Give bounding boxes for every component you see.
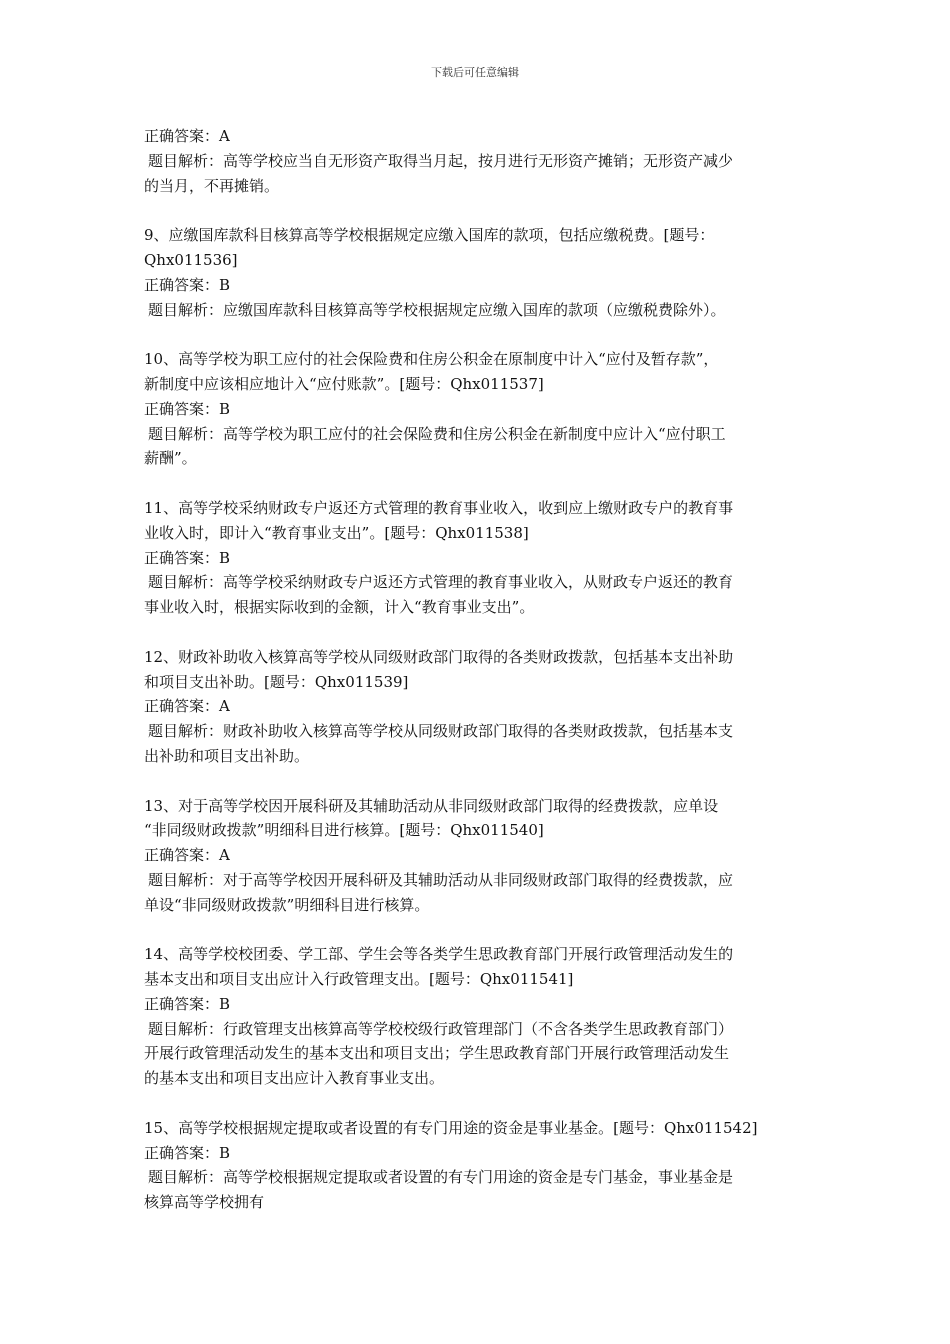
text-line: 10、高等学校为职工应付的社会保险费和住房公积金在原制度中计入“应付及暂存款”， xyxy=(144,350,719,369)
text-line: 正确答案：A xyxy=(144,127,230,145)
question-continuation xyxy=(144,124,808,198)
text-line: 13、对于高等学校因开展科研及其辅助活动从非同级财政部门取得的经费拨款，应单设 xyxy=(144,796,719,815)
text-line: 正确答案：A xyxy=(144,697,230,716)
text-line: 事业收入时，根据实际收到的金额，计入“教育事业支出”。 xyxy=(144,598,535,617)
text-line: 题目解析：高等学校应当自无形资产取得当月起，按月进行无形资产摊销；无形资产减少 xyxy=(148,151,734,170)
text-line: 题目解析：高等学校为职工应付的社会保险费和住房公积金在新制度中应计入“应付职工 xyxy=(148,424,726,443)
text-line: 题目解析：高等学校采纳财政专户返还方式管理的教育事业收入，从财政专户返还的教育 xyxy=(148,573,734,592)
text-line: 的基本支出和项目支出应计入教育事业支出。 xyxy=(144,1069,445,1088)
text-line: 题目解析：行政管理支出核算高等学校校级行政管理部门（不含各类学生思政教育部门） xyxy=(148,1019,734,1038)
page-header: 下载后可任意编辑 xyxy=(431,66,519,79)
text-line: 正确答案：B xyxy=(144,994,231,1013)
paragraph-spacer xyxy=(144,322,808,347)
paragraph-spacer xyxy=(144,918,808,943)
text-line: 12、财政补助收入核算高等学校从同级财政部门取得的各类财政拨款，包括基本支出补助 xyxy=(144,647,734,666)
paragraph-spacer xyxy=(144,620,808,645)
text-line: 正确答案：B xyxy=(144,399,231,418)
text-line: 题目解析：对于高等学校因开展科研及其辅助活动从非同级财政部门取得的经费拨款，应 xyxy=(148,870,734,889)
text-line: 11、高等学校采纳财政专户返还方式管理的教育事业收入，收到应上缴财政专户的教育事 xyxy=(144,498,734,517)
text-line: 题目解析：应缴国库款科目核算高等学校根据规定应缴入国库的款项（应缴税费除外）。 xyxy=(148,300,726,319)
text-line: 15、高等学校根据规定提取或者设置的有专门用途的资金是事业基金。[题号：Qhx011542] xyxy=(144,1118,758,1137)
text-line: 基本支出和项目支出应计入行政管理支出。[题号：Qhx011541] xyxy=(144,970,574,989)
text-line: 正确答案：B xyxy=(144,548,231,567)
text-line: 题目解析：高等学校根据规定提取或者设置的有专门用途的资金是专门基金，事业基金是 xyxy=(148,1168,734,1187)
text-line: 和项目支出补助。[题号：Qhx011539] xyxy=(144,672,409,691)
text-line: 新制度中应该相应地计入“应付账款”。[题号：Qhx011537] xyxy=(144,374,544,393)
question-block xyxy=(144,1116,808,1215)
question-block xyxy=(144,794,808,918)
paragraph-spacer xyxy=(144,471,808,496)
text-line: 单设“非同级财政拨款”明细科目进行核算。 xyxy=(144,895,430,914)
text-line: 出补助和项目支出补助。 xyxy=(144,746,310,765)
paragraph-spacer xyxy=(144,1091,808,1116)
text-line: 正确答案：A xyxy=(144,846,230,865)
paragraph-spacer xyxy=(144,198,808,223)
text-line: 开展行政管理活动发生的基本支出和项目支出；学生思政教育部门开展行政管理活动发生 xyxy=(144,1044,730,1063)
question-block xyxy=(144,942,808,1091)
text-line: 题目解析：财政补助收入核算高等学校从同级财政部门取得的各类财政拨款，包括基本支 xyxy=(148,722,734,741)
text-line: 核算高等学校拥有 xyxy=(144,1193,265,1212)
text-line: 正确答案：B xyxy=(144,1143,231,1162)
text-line: Qhx011536] xyxy=(144,250,238,269)
text-line: 9、应缴国库款科目核算高等学校根据规定应缴入国库的款项，包括应缴税费。[题号： xyxy=(144,226,715,245)
document-body xyxy=(144,124,808,1215)
question-block xyxy=(144,496,808,620)
text-line: 的当月，不再摊销。 xyxy=(144,176,280,195)
text-line: 薪酬”。 xyxy=(144,449,197,468)
question-block xyxy=(144,347,808,471)
paragraph-spacer xyxy=(144,769,808,794)
text-line: “非同级财政拨款”明细科目进行核算。[题号：Qhx011540] xyxy=(144,821,544,840)
text-line: 14、高等学校校团委、学工部、学生会等各类学生思政教育部门开展行政管理活动发生的 xyxy=(144,945,734,964)
question-block xyxy=(144,645,808,769)
text-line: 正确答案：B xyxy=(144,275,231,294)
question-block xyxy=(144,223,808,322)
text-line: 业收入时，即计入“教育事业支出”。[题号：Qhx011538] xyxy=(144,523,529,542)
